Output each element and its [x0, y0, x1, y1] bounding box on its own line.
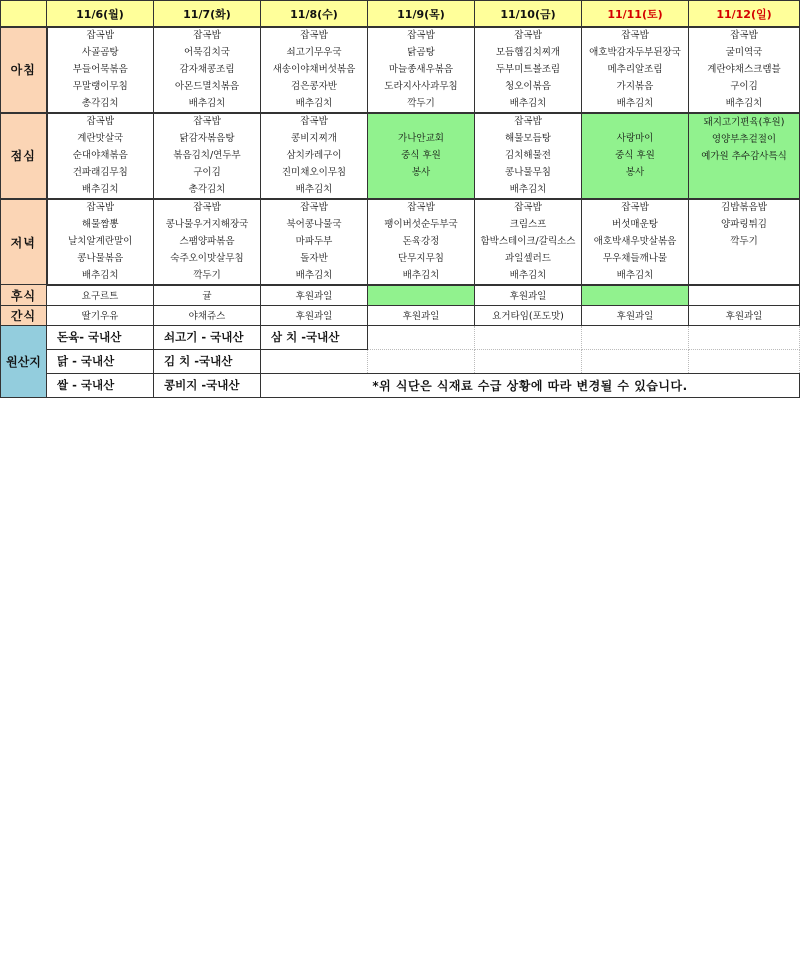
menu-item: 가지볶음 [582, 78, 689, 95]
breakfast-row [1, 45, 800, 62]
menu-item: 잡곡밥 [582, 199, 689, 217]
snack-item: 요거타임(포도맛) [475, 305, 582, 325]
menu-item: 과일셀러드 [475, 250, 582, 267]
menu-item: 해물모듬탕 [475, 131, 582, 148]
menu-item: 잡곡밥 [154, 27, 261, 45]
menu-item: 버섯매운탕 [582, 217, 689, 234]
day-header: 11/9(목) [368, 1, 475, 28]
snack-item: 딸기우유 [47, 305, 154, 325]
menu-item: 돼지고기편육(후원) [703, 116, 785, 128]
dessert-label: 후식 [1, 285, 47, 306]
menu-item: 모듬햄김치찌개 [475, 45, 582, 62]
dinner-label: 저녁 [1, 199, 47, 285]
menu-item: 도라지사사과무침 [368, 78, 475, 95]
menu-item: 해물짬뽕 [47, 217, 154, 234]
menu-item: 마늘종새우볶음 [368, 62, 475, 79]
snack-item: 후원과일 [368, 305, 475, 325]
menu-item: 사골곰탕 [47, 45, 154, 62]
menu-item: 배추김치 [582, 95, 689, 113]
menu-item: 영양부추겉절이 [711, 133, 777, 145]
menu-change-note: *위 식단은 식재료 수급 상황에 따라 변경될 수 있습니다. [261, 373, 800, 397]
breakfast-row [1, 95, 800, 113]
snack-item: 야채쥬스 [154, 305, 261, 325]
breakfast-row [1, 62, 800, 79]
menu-item: 돌자반 [261, 250, 368, 267]
menu-item: 애호박새우맛살볶음 [582, 234, 689, 251]
menu-item: 배추김치 [475, 95, 582, 113]
day-header: 11/7(화) [154, 1, 261, 28]
menu-sheet [0, 0, 800, 395]
menu-item: 어묵김치국 [154, 45, 261, 62]
menu-item: 숙주오이맛살무침 [154, 250, 261, 267]
menu-item: 배추김치 [261, 95, 368, 113]
menu-item: 잡곡밥 [368, 27, 475, 45]
menu-item: 배추김치 [47, 181, 154, 199]
menu-item: 잡곡밥 [154, 199, 261, 217]
menu-item: 검은콩자반 [261, 78, 368, 95]
menu-item: 잡곡밥 [475, 27, 582, 45]
menu-item: 배추김치 [47, 267, 154, 285]
day-header: 11/11(토) [582, 1, 689, 28]
menu-item: 구이김 [689, 78, 800, 95]
menu-item: 배추김치 [368, 267, 475, 285]
menu-item: 콩비지찌개 [261, 131, 368, 148]
menu-item: 봉사 [411, 167, 431, 179]
menu-item: 배추김치 [261, 181, 368, 199]
menu-item: 콩나물우거지해장국 [154, 217, 261, 234]
day-header: 11/10(금) [475, 1, 582, 28]
sponsored-meal-cell [368, 113, 475, 199]
menu-item: 깍두기 [368, 95, 475, 113]
origin-item: 쇠고기 - 국내산 [154, 325, 261, 349]
dessert-item [582, 285, 689, 306]
snack-item: 후원과일 [261, 305, 368, 325]
menu-item: 크림스프 [475, 217, 582, 234]
menu-item: 총각김치 [154, 181, 261, 199]
breakfast-row [1, 27, 800, 45]
menu-item: 건파래김무침 [47, 164, 154, 181]
menu-item: 감자채콩조림 [154, 62, 261, 79]
dinner-row [1, 250, 800, 267]
origin-item: 닭 - 국내산 [47, 349, 154, 373]
menu-item [689, 267, 800, 285]
day-header: 11/8(수) [261, 1, 368, 28]
origin-item: 쌀 - 국내산 [47, 373, 154, 397]
menu-item: 애호박감자두부된장국 [582, 45, 689, 62]
empty-cell [475, 325, 582, 349]
menu-item: 김밥볶음밥 [689, 199, 800, 217]
empty-cell [368, 349, 475, 373]
empty-cell [689, 325, 800, 349]
empty-cell [368, 325, 475, 349]
menu-item: 메추리알조림 [582, 62, 689, 79]
menu-item: 배추김치 [582, 267, 689, 285]
menu-item: 잡곡밥 [154, 113, 261, 131]
menu-item: 볶음김치/연두부 [154, 148, 261, 165]
menu-item: 닭감자볶음탕 [154, 131, 261, 148]
lunch-label: 점심 [1, 113, 47, 199]
corner-cell [1, 1, 47, 28]
menu-item: 예가원 추수감사특식 [701, 150, 787, 162]
menu-item: 배추김치 [475, 181, 582, 199]
empty-cell [582, 349, 689, 373]
menu-item: 굴미역국 [689, 45, 800, 62]
menu-item: 콩나물볶음 [47, 250, 154, 267]
dinner-row [1, 234, 800, 251]
breakfast-label: 아침 [1, 27, 47, 113]
menu-item: 부들어묵볶음 [47, 62, 154, 79]
menu-item: 스팸양파볶음 [154, 234, 261, 251]
menu-item: 중식 후원 [401, 150, 441, 162]
dessert-item: 귤 [154, 285, 261, 306]
menu-item: 무말랭이무침 [47, 78, 154, 95]
snack-item: 후원과일 [689, 305, 800, 325]
lunch-row [1, 113, 800, 131]
menu-item: 양파링튀김 [689, 217, 800, 234]
menu-item: 삼치카레구이 [261, 148, 368, 165]
menu-item: 중식 후원 [615, 150, 655, 162]
menu-item: 잡곡밥 [47, 27, 154, 45]
menu-item: 봉사 [625, 167, 645, 179]
origin-item: 콩비지 -국내산 [154, 373, 261, 397]
menu-item: 잡곡밥 [47, 199, 154, 217]
header-row [1, 1, 800, 28]
empty-cell [475, 349, 582, 373]
menu-item: 깍두기 [154, 267, 261, 285]
day-header: 11/6(월) [47, 1, 154, 28]
menu-item: 팽이버섯순두부국 [368, 217, 475, 234]
empty-cell [261, 349, 368, 373]
menu-item: 북어콩나물국 [261, 217, 368, 234]
origin-row [1, 349, 800, 373]
origin-item: 김 치 -국내산 [154, 349, 261, 373]
menu-item: 잡곡밥 [689, 27, 800, 45]
dessert-item [689, 285, 800, 306]
menu-item: 잡곡밥 [261, 199, 368, 217]
menu-item: 배추김치 [475, 267, 582, 285]
dessert-item [368, 285, 475, 306]
menu-item: 돈육강정 [368, 234, 475, 251]
dinner-row [1, 267, 800, 285]
menu-item: 가나안교회 [398, 133, 444, 145]
menu-item: 진미채오이무침 [261, 164, 368, 181]
menu-item: 잡곡밥 [261, 27, 368, 45]
menu-item: 배추김치 [261, 267, 368, 285]
menu-item: 배추김치 [689, 95, 800, 113]
menu-item: 쇠고기무우국 [261, 45, 368, 62]
menu-item: 잡곡밥 [261, 113, 368, 131]
menu-item: 잡곡밥 [582, 27, 689, 45]
menu-item [689, 250, 800, 267]
origin-label: 원산지 [1, 325, 47, 397]
origin-item: 돈육- 국내산 [47, 325, 154, 349]
menu-item: 잡곡밥 [475, 199, 582, 217]
sponsored-meal-cell [689, 113, 800, 199]
dinner-row [1, 217, 800, 234]
day-header: 11/12(일) [689, 1, 800, 28]
menu-item: 잡곡밥 [47, 113, 154, 131]
menu-item: 마파두부 [261, 234, 368, 251]
sponsored-meal-cell [582, 113, 689, 199]
origin-row [1, 325, 800, 349]
dessert-row [1, 285, 800, 306]
menu-item: 계란야채스크램블 [689, 62, 800, 79]
empty-cell [689, 349, 800, 373]
empty-cell [582, 325, 689, 349]
menu-item: 총각김치 [47, 95, 154, 113]
menu-item: 새송이야채버섯볶음 [261, 62, 368, 79]
dessert-item: 후원과일 [475, 285, 582, 306]
breakfast-row [1, 78, 800, 95]
menu-item: 날치알계란말이 [47, 234, 154, 251]
menu-item: 사랑마이 [616, 133, 654, 145]
menu-item: 함박스테이크/갈릭소스 [475, 234, 582, 251]
dessert-item: 후원과일 [261, 285, 368, 306]
menu-item: 잡곡밥 [368, 199, 475, 217]
menu-item: 아몬드멸치볶음 [154, 78, 261, 95]
menu-item: 단무지무침 [368, 250, 475, 267]
snack-label: 간식 [1, 305, 47, 325]
menu-item: 깍두기 [689, 234, 800, 251]
menu-item: 계란맛살국 [47, 131, 154, 148]
snack-row [1, 305, 800, 325]
menu-item: 콩나물무침 [475, 164, 582, 181]
menu-item: 두부미트볼조림 [475, 62, 582, 79]
menu-item: 김치해물전 [475, 148, 582, 165]
menu-item: 무우채들깨나물 [582, 250, 689, 267]
origin-item: 삼 치 -국내산 [261, 325, 368, 349]
menu-item: 구이김 [154, 164, 261, 181]
snack-item: 후원과일 [582, 305, 689, 325]
menu-item: 배추김치 [154, 95, 261, 113]
dessert-item: 요구르트 [47, 285, 154, 306]
origin-row [1, 373, 800, 397]
menu-item: 닭곰탕 [368, 45, 475, 62]
menu-item: 청오이볶음 [475, 78, 582, 95]
weekly-menu-table [0, 0, 800, 398]
dinner-row [1, 199, 800, 217]
menu-item: 잡곡밥 [475, 113, 582, 131]
menu-item: 순대야채볶음 [47, 148, 154, 165]
